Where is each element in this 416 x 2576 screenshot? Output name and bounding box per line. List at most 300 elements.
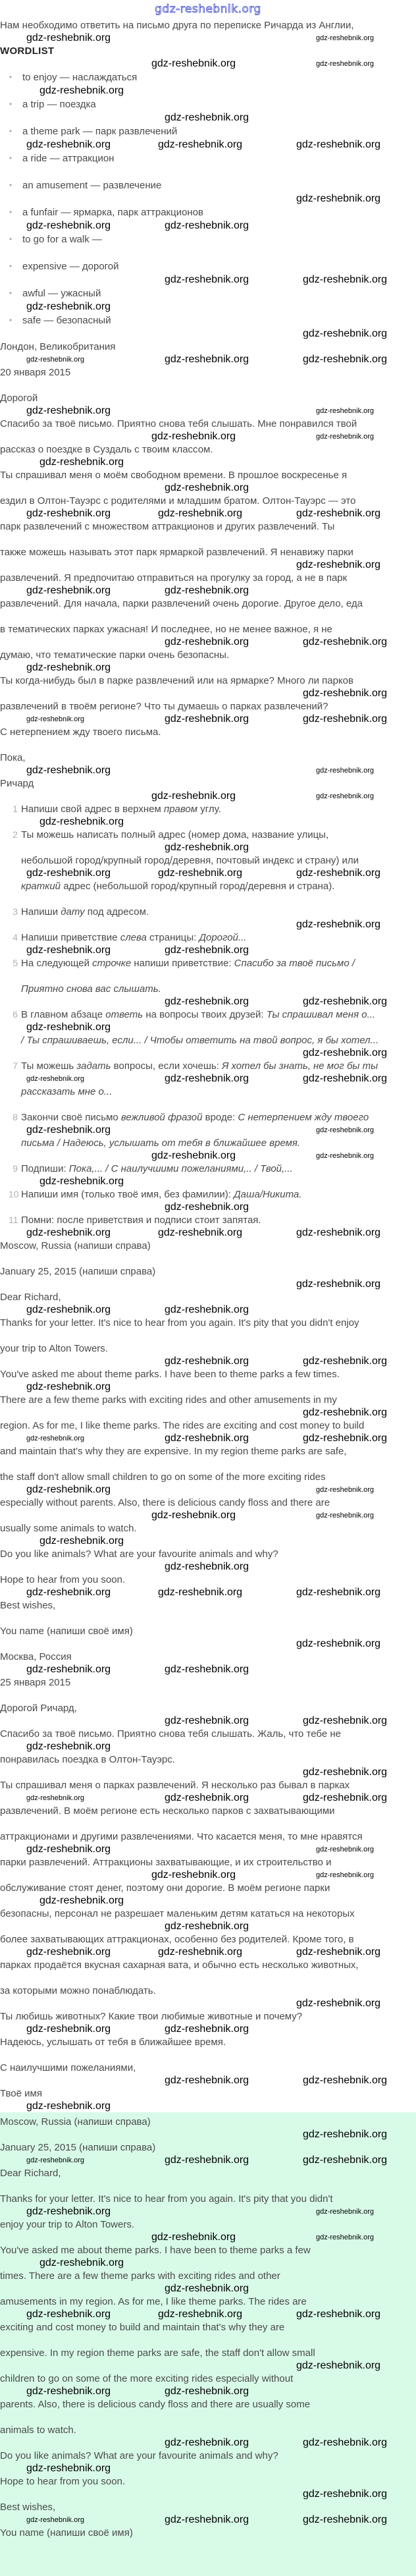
tip-emphasis: С нетерпением жду твоего (238, 1112, 369, 1123)
watermark-row (0, 996, 416, 1008)
watermark-row (0, 1099, 416, 1110)
answer-line: enjoy your trip to Alton Towers. (0, 2219, 134, 2230)
watermark-row (0, 713, 416, 725)
letter-line: С нетерпением жду твоего письма. (0, 726, 161, 738)
watermark-row (0, 2411, 416, 2423)
watermark: gdz-reshebnik.org (296, 1998, 381, 2009)
watermark: gdz-reshebnik.org (26, 662, 111, 673)
watermark: gdz-reshebnik.org (26, 2156, 85, 2164)
answer-line: exciting and cost money to build and maintain that's why they are (0, 2322, 285, 2333)
watermark-row (0, 919, 416, 931)
watermark: gdz-reshebnik.org (296, 193, 381, 204)
watermark: gdz-reshebnik.org (303, 636, 388, 647)
tip-text: адрес (небольшой город/крупный город/деревня и страна). (61, 881, 335, 892)
watermark-row (0, 1022, 416, 1033)
tip-item (0, 802, 416, 828)
watermark-row (0, 1278, 416, 1290)
answer-line: January 25, 2015 (напиши справа) (0, 1266, 156, 1277)
watermark: gdz-reshebnik.org (316, 1512, 375, 1520)
watermark: gdz-reshebnik.org (151, 790, 236, 802)
watermark: gdz-reshebnik.org (39, 1176, 124, 1187)
answer-line: You've asked me about theme parks. I have been to theme parks a few (0, 2245, 311, 2256)
watermark-row (0, 636, 416, 648)
watermark: gdz-reshebnik.org (303, 2514, 388, 2525)
watermark: gdz-reshebnik.org (151, 1150, 236, 1161)
watermark-row (0, 945, 416, 956)
tip-emphasis: слева (120, 932, 147, 943)
watermark-row (0, 58, 416, 70)
watermark: gdz-reshebnik.org (303, 2075, 388, 2086)
tip-number: 1 (13, 804, 18, 814)
watermark: gdz-reshebnik.org (316, 1846, 375, 1853)
answer-line: Дорогой Ричард, (0, 1703, 77, 1714)
answer-line: безопасны, персонал не разрешает маленьким детям кататься на некоторых (0, 1908, 355, 1919)
answer-line: You name (напиши своё имя) (0, 2527, 133, 2538)
wordlist-item-text: a theme park — парк развлечений (22, 126, 178, 137)
watermark: gdz-reshebnik.org (26, 2206, 111, 2217)
tip-text: Напиши свой адрес в верхнем (21, 804, 164, 815)
watermark-row (0, 301, 416, 313)
watermark: gdz-reshebnik.org (303, 713, 388, 725)
tip-text: Помни: после приветствия и подписи стоит запятая. (21, 1215, 261, 1226)
watermark: gdz-reshebnik.org (26, 945, 111, 956)
watermark: gdz-reshebnik.org (296, 867, 381, 879)
watermark: gdz-reshebnik.org (26, 1794, 85, 1802)
watermark-row (0, 1047, 416, 1059)
wordlist (0, 70, 416, 340)
watermark: gdz-reshebnik.org (151, 1510, 236, 1521)
watermark: gdz-reshebnik.org (26, 2386, 111, 2397)
watermark-row (0, 1433, 416, 1444)
watermark: gdz-reshebnik.org (26, 1587, 111, 1598)
answer-line: Do you like animals? What are your favourite animals and why? (0, 2450, 278, 2461)
answer-line: аттракционами и другими развлечениями. Что касается меня, то мне нравятся (0, 1831, 363, 1842)
answer-line: especially without parents. Also, there is delicious candy floss and there are (0, 1497, 330, 1508)
watermark: gdz-reshebnik.org (26, 585, 111, 596)
wordlist-item (0, 286, 416, 301)
answer-line: You name (напиши своё имя) (0, 1626, 133, 1637)
watermark: gdz-reshebnik.org (165, 1304, 249, 1315)
wordlist-item (0, 151, 416, 166)
watermark: gdz-reshebnik.org (26, 2100, 111, 2112)
watermark-row (0, 765, 416, 777)
bullet-icon: • (9, 234, 13, 244)
watermark-row (0, 85, 416, 97)
watermark-row (0, 431, 416, 443)
watermark: gdz-reshebnik.org (303, 274, 388, 285)
tip-text: вроде: (202, 1112, 238, 1123)
tip-line (0, 931, 416, 945)
answer-line: Hope to hear from you soon. (0, 1574, 126, 1585)
watermark-row (0, 1253, 416, 1265)
tip-line (0, 828, 416, 842)
watermark-row (0, 2514, 416, 2526)
tip-line (0, 854, 416, 867)
watermark: gdz-reshebnik.org (296, 559, 381, 570)
watermark: gdz-reshebnik.org (39, 816, 124, 827)
answer-line: Moscow, Russia (напиши справа) (0, 1240, 151, 1251)
watermark: gdz-reshebnik.org (316, 1871, 375, 1879)
watermark: gdz-reshebnik.org (26, 1022, 111, 1033)
answer-line: парках продаётся вкусная сахарная вата, и обычно есть несколько животных, (0, 1959, 359, 1971)
watermark: gdz-reshebnik.org (316, 34, 375, 42)
watermark-row (0, 2360, 416, 2372)
watermark: gdz-reshebnik.org (151, 58, 236, 69)
letter-line: также можешь называть этот парк ярмаркой развлечений. Я ненавижу парки (0, 547, 353, 558)
answer-line: usually some animals to watch. (0, 1523, 137, 1534)
tip-line (0, 982, 416, 996)
watermark: gdz-reshebnik.org (165, 2023, 249, 2035)
watermark: gdz-reshebnik.org (26, 1124, 111, 1136)
answer-line: 25 января 2015 (0, 1677, 71, 1688)
intro-section (0, 18, 416, 44)
watermark-row (0, 893, 416, 905)
answer-line: parents. Also, there is delicious candy floss and there are usually some (0, 2399, 311, 2410)
watermark: gdz-reshebnik.org (26, 1844, 111, 1855)
watermark: gdz-reshebnik.org (26, 1227, 111, 1238)
watermark-row (0, 2154, 416, 2166)
watermark-row (0, 2488, 416, 2500)
letter-line: Пока, (0, 752, 26, 763)
watermark: gdz-reshebnik.org (165, 713, 249, 725)
watermark-row (0, 611, 416, 622)
answer-line: You've asked me about theme parks. I have been to theme parks a few times. (0, 1369, 340, 1380)
tip-number: 10 (9, 1189, 19, 1199)
wordlist-item-text: a trip — поездка (22, 99, 96, 110)
watermark-row (0, 842, 416, 854)
watermark: gdz-reshebnik.org (296, 2309, 381, 2320)
watermark: gdz-reshebnik.org (303, 688, 388, 699)
watermark: gdz-reshebnik.org (26, 2463, 111, 2474)
wordlist-section (0, 44, 416, 70)
answer-line: Твоё имя (0, 2088, 42, 2099)
watermark: gdz-reshebnik.org (303, 1433, 388, 1444)
letter-line: в тематических парках ужасная! И последнее, но не менее важное, я не (0, 624, 332, 635)
watermark-row (0, 1304, 416, 1316)
wordlist-item-text: an amusement — развлечение (22, 180, 162, 191)
tip-text: Ты можешь написать полный адрес (номер дома, название улицы, (21, 829, 329, 840)
letter-line: развлечений. Я предпочитаю отправиться на прогулку за город, а не в парк (0, 572, 348, 584)
watermark: gdz-reshebnik.org (26, 356, 85, 364)
answer-line: Ты любишь животных? Какие твои любимые животные и почему? (0, 2011, 303, 2022)
watermark: gdz-reshebnik.org (26, 220, 111, 231)
tip-text: страницы: (146, 932, 199, 943)
watermark-row (0, 739, 416, 751)
watermark: gdz-reshebnik.org (26, 1741, 111, 1752)
tip-number: 4 (13, 932, 18, 943)
tip-item (0, 905, 416, 931)
watermark-row (0, 220, 416, 232)
watermark-row (0, 1767, 416, 1778)
tip-text: небольшой город/крупный город/деревня, почтовый индекс и страну) или (21, 855, 359, 866)
watermark-row (0, 1921, 416, 1932)
wordlist-item-text: a ride — аттракцион (22, 153, 115, 164)
wordlist-item (0, 178, 416, 193)
watermark: gdz-reshebnik.org (303, 1073, 388, 1084)
watermark-row (0, 867, 416, 879)
watermark-row (0, 328, 416, 340)
watermark: gdz-reshebnik.org (303, 2154, 388, 2166)
watermark-row (0, 2023, 416, 2035)
wordlist-item-text: safe — безопасный (22, 315, 111, 326)
wordlist-item (0, 313, 416, 328)
answer-line: January 25, 2015 (напиши справа) (0, 2142, 156, 2153)
answer-line: Ты спрашивал меня о парках развлечений. Я несколько раз бывал в парках (0, 1780, 350, 1791)
watermark-row (0, 1612, 416, 1624)
watermark-row (0, 1638, 416, 1650)
watermark: gdz-reshebnik.org (303, 1407, 388, 1418)
tip-emphasis: письма / Надеюсь, услышать от тебя в ближайшее время. (21, 1137, 301, 1149)
watermark: gdz-reshebnik.org (26, 1946, 111, 1958)
watermark-row (0, 2075, 416, 2087)
watermark-row (0, 2540, 416, 2552)
watermark-row (0, 1073, 416, 1085)
watermark-row (0, 193, 416, 205)
tip-item (0, 1059, 416, 1110)
answer-line: children to go on some of the more exciting rides especially without (0, 2373, 294, 2384)
watermark: gdz-reshebnik.org (316, 60, 375, 68)
tip-line (0, 1110, 416, 1124)
watermark: gdz-reshebnik.org (303, 1047, 388, 1058)
watermark-row (0, 1818, 416, 1830)
tip-line (0, 1136, 416, 1150)
watermark: gdz-reshebnik.org (39, 1535, 124, 1547)
watermark: gdz-reshebnik.org (165, 220, 249, 231)
watermark-row (0, 1484, 416, 1496)
tip-number: 6 (13, 1009, 18, 1020)
watermark: gdz-reshebnik.org (303, 2488, 388, 2500)
watermark-row (0, 585, 416, 597)
tip-item (0, 931, 416, 956)
wordlist-heading: WORDLIST (0, 45, 55, 57)
page-content (0, 18, 416, 2576)
answer-line: более захватывающих аттракционах, особенно без родителей. Кроме того, в (0, 1934, 354, 1945)
watermark-row (0, 1150, 416, 1162)
watermark: gdz-reshebnik.org (316, 2233, 375, 2241)
watermark: gdz-reshebnik.org (296, 508, 381, 519)
watermark-row (0, 1972, 416, 1984)
answer-line: There are a few theme parks with exciting rides and other amusements in my (0, 1394, 337, 1406)
tip-text: В главном абзаце (21, 1009, 106, 1020)
tip-emphasis: рассказать мне о... (21, 1086, 113, 1097)
watermark: gdz-reshebnik.org (39, 2257, 124, 2268)
watermark-row (0, 2129, 416, 2141)
wordlist-item-text: to go for a walk — (22, 234, 102, 245)
tip-emphasis: Приятно снова вас слышать. (21, 983, 161, 995)
watermark: gdz-reshebnik.org (165, 1433, 249, 1444)
watermark-row (0, 534, 416, 545)
site-logo[interactable]: gdz-reshebnik.org (155, 3, 261, 16)
bullet-icon: • (9, 288, 13, 298)
tip-text: напиши приветствие: (131, 958, 234, 969)
watermark-row (0, 1844, 416, 1855)
letter-line: Ты спрашивал меня о моём свободном времени. В прошлое воскресенье я (0, 470, 348, 481)
watermark-row (0, 1176, 416, 1188)
watermark: gdz-reshebnik.org (26, 508, 111, 519)
watermark-row (0, 32, 416, 44)
watermark: gdz-reshebnik.org (296, 1946, 381, 1958)
watermark: gdz-reshebnik.org (303, 2437, 388, 2448)
answer-line: Dear Richard, (0, 2168, 61, 2179)
intro-text: Нам необходимо ответить на письмо друга по переписке Ричарда из Англии, (0, 20, 354, 31)
watermark-row (0, 112, 416, 124)
watermark-row (0, 508, 416, 520)
tip-line (0, 1188, 416, 1201)
watermark: gdz-reshebnik.org (26, 32, 111, 43)
tip-emphasis: правом (163, 804, 198, 815)
tip-emphasis: задать (76, 1060, 111, 1072)
answer-line: animals to watch. (0, 2425, 76, 2436)
letter-line: Лондон, Великобритания (0, 341, 116, 352)
wordlist-item (0, 232, 416, 247)
answer-letter-highlighted (0, 2112, 416, 2576)
tip-number: 7 (13, 1060, 18, 1071)
tip-emphasis: Я хотел бы знать, не мог бы ты (222, 1060, 378, 1072)
tip-item (0, 1008, 416, 1059)
tip-number: 3 (13, 906, 18, 917)
wordlist-item (0, 205, 416, 220)
watermark: gdz-reshebnik.org (26, 139, 111, 150)
watermark: gdz-reshebnik.org (158, 867, 243, 879)
bullet-icon: • (9, 72, 13, 82)
watermark-row (0, 1535, 416, 1547)
watermark: gdz-reshebnik.org (26, 1484, 111, 1495)
watermark-row (0, 662, 416, 674)
watermark: gdz-reshebnik.org (151, 1869, 236, 1880)
tip-line (0, 1162, 416, 1176)
answer-line: expensive. In my region theme parks are safe, the staff don't allow small (0, 2347, 315, 2359)
watermark: gdz-reshebnik.org (165, 2437, 249, 2448)
watermark: gdz-reshebnik.org (165, 585, 249, 596)
watermark-row (0, 2100, 416, 2112)
watermark: gdz-reshebnik.org (26, 405, 111, 416)
answer-line: обслуживание стоят денег, поэтому они дорогие. В моём регионе парки (0, 1882, 330, 1894)
tip-text: Напиши имя (только твоё имя, без фамилии): (21, 1189, 234, 1200)
watermark: gdz-reshebnik.org (165, 996, 249, 1007)
bullet-icon: • (9, 180, 13, 190)
tip-text: вопросы, если хочешь: (111, 1060, 222, 1072)
watermark: gdz-reshebnik.org (158, 508, 243, 519)
watermark: gdz-reshebnik.org (165, 1073, 249, 1084)
tip-text: Ты можешь (21, 1060, 77, 1072)
watermark-row (0, 166, 416, 178)
watermark: gdz-reshebnik.org (165, 1921, 249, 1932)
answer-line: the staff don't allow small children to go on some of the more exciting rides (0, 1471, 326, 1483)
wordlist-item-text: expensive — дорогой (22, 261, 119, 272)
richard-letter (0, 340, 416, 802)
watermark-row (0, 2283, 416, 2295)
watermark-row (0, 247, 416, 259)
watermark: gdz-reshebnik.org (303, 2129, 388, 2140)
watermark: gdz-reshebnik.org (26, 765, 111, 776)
answer-line: your trip to Alton Towers. (0, 1343, 108, 1354)
watermark: gdz-reshebnik.org (26, 867, 111, 879)
watermark-row (0, 970, 416, 982)
wordlist-item (0, 259, 416, 274)
tip-line (0, 802, 416, 816)
tip-item (0, 956, 416, 1008)
tip-text: на вопросы твоих друзей: (143, 1009, 267, 1020)
watermark: gdz-reshebnik.org (26, 1435, 85, 1442)
wordlist-item (0, 70, 416, 85)
watermark: gdz-reshebnik.org (26, 1075, 85, 1083)
letter-line: парк развлечений с множеством аттракционов и других развлечений. Ты (0, 521, 335, 532)
watermark-row (0, 2334, 416, 2346)
tip-text: На следующей (21, 958, 93, 969)
watermark: gdz-reshebnik.org (165, 2283, 249, 2294)
watermark-row (0, 2386, 416, 2398)
answer-line: Moscow, Russia (напиши справа) (0, 2116, 151, 2127)
watermark-row (0, 354, 416, 366)
watermark-row (0, 559, 416, 571)
watermark-row (0, 1510, 416, 1521)
letter-line: ездил в Олтон-Тауэрс с родителями и младшим братом. Олтон-Тауэрс — это (0, 495, 356, 507)
watermark: gdz-reshebnik.org (158, 1227, 243, 1238)
wordlist-item-text: a funfair — ярмарка, парк аттракционов (22, 207, 204, 218)
watermark-row (0, 1792, 416, 1804)
watermark: gdz-reshebnik.org (165, 2154, 249, 2166)
bullet-icon: • (9, 207, 13, 217)
bullet-icon: • (9, 261, 13, 271)
watermark: gdz-reshebnik.org (165, 1664, 249, 1675)
watermark: gdz-reshebnik.org (158, 139, 243, 150)
answer-line: Dear Richard, (0, 1292, 61, 1303)
watermark: gdz-reshebnik.org (165, 842, 249, 853)
watermark: gdz-reshebnik.org (316, 2208, 375, 2216)
watermark: gdz-reshebnik.org (296, 1587, 381, 1598)
letter-line: думаю, что тематические парки очень безопасны. (0, 649, 230, 661)
watermark: gdz-reshebnik.org (39, 1895, 124, 1906)
answer-line: Thanks for your letter. It's nice to hear from you again. It's pity that you didn't enjoy (0, 1317, 359, 1329)
tip-line (0, 905, 416, 919)
watermark-row (0, 790, 416, 802)
watermark-row (0, 688, 416, 699)
wordlist-item (0, 97, 416, 112)
watermark-row (0, 482, 416, 494)
watermark-row (0, 1895, 416, 1907)
watermark: gdz-reshebnik.org (165, 636, 249, 647)
tip-line (0, 1059, 416, 1073)
tip-text: Напиши приветствие (21, 932, 120, 943)
writing-tips-list (0, 802, 416, 1239)
answer-line: Do you like animals? What are your favourite animals and why? (0, 1548, 278, 1560)
tip-text: углу. (197, 804, 221, 815)
bullet-icon: • (9, 315, 13, 325)
watermark: gdz-reshebnik.org (26, 2516, 85, 2524)
tip-text: Напиши (21, 906, 61, 918)
watermark-row (0, 1689, 416, 1701)
watermark-row (0, 2463, 416, 2475)
tip-line (0, 1213, 416, 1227)
answer-line: понравилась поездка в Олтон-Тауэрс. (0, 1754, 175, 1765)
watermark-row (0, 1381, 416, 1393)
tip-emphasis: Даша/Никита. (234, 1189, 302, 1200)
tip-number: 2 (13, 829, 18, 840)
watermark-row (0, 2049, 416, 2061)
watermark: gdz-reshebnik.org (316, 407, 375, 415)
watermark-row (0, 1998, 416, 2010)
watermark-row (0, 2206, 416, 2218)
watermark: gdz-reshebnik.org (316, 1152, 375, 1160)
watermark-row (0, 1664, 416, 1676)
tip-line (0, 1008, 416, 1022)
watermark: gdz-reshebnik.org (26, 2023, 111, 2035)
watermark: gdz-reshebnik.org (296, 1638, 381, 1649)
wordlist-item-text: awful — ужасный (22, 288, 101, 299)
letter-line: рассказ о поездке в Суздаль с твоим классом. (0, 444, 213, 455)
watermark-row (0, 456, 416, 468)
watermark-row (0, 1869, 416, 1881)
